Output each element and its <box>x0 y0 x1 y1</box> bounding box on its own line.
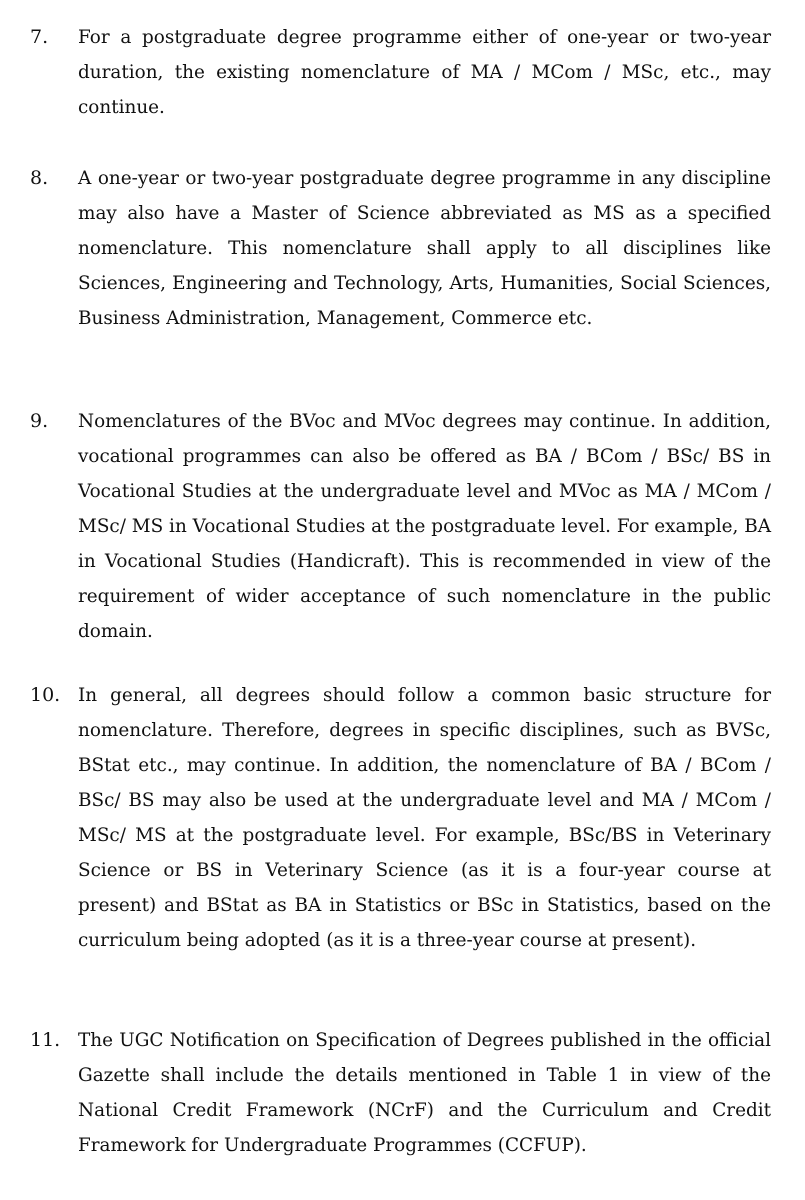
item-number: 10. <box>30 684 61 706</box>
item-paragraph: For a postgraduate degree programme either of one-year or two-year duration, the existing nomenclature of MA / MCom / MSc, etc., may continue. <box>78 27 771 118</box>
item-number: 8. <box>30 167 49 189</box>
item-paragraph: In general, all degrees should follow a common basic structure for nomenclature. Therefore, degrees in specific disciplines, such as BVSc, BStat etc., may continue. In addition, the nomenclature of BA / BCom / BSc/ BS may also be used at the undergraduate level and MA / MCom / MSc/ MS at the postgraduate level. For example, BSc/BS in Veterinary Science or BS in Veterinary Science (as it is a four-year course at present) and BStat as BA in Statistics or BSc in Statistics, based on the curriculum being adopted (as it is a three-year course at present). <box>78 685 771 951</box>
item-number: 11. <box>30 1029 61 1051</box>
item-number: 7. <box>30 26 49 48</box>
item-paragraph: A one-year or two-year postgraduate degree programme in any discipline may also have a Master of Science abbreviated as MS as a specified nomenclature. This nomenclature shall apply to all disciplines like Sciences, Engineering and Technology, Arts, Humanities, Social Sciences, Business Administration, Management, Commerce etc. <box>78 168 771 329</box>
item-number: 9. <box>30 410 49 432</box>
item-paragraph: Nomenclatures of the BVoc and MVoc degrees may continue. In addition, vocational programmes can also be offered as BA / BCom / BSc/ BS in Vocational Studies at the undergraduate level and MVoc as MA / MCom / MSc/ MS in Vocational Studies at the postgraduate level. For example, BA in Vocational Studies (Handicraft). This is recommended in view of the requirement of wider acceptance of such nomenclature in the public domain. <box>78 411 771 642</box>
item-paragraph: The UGC Notification on Specification of Degrees published in the official Gazette shall include the details mentioned in Table 1 in view of the National Credit Framework (NCrF) and the Curriculum and Credit Framework for Undergraduate Programmes (CCFUP). <box>78 1030 771 1156</box>
